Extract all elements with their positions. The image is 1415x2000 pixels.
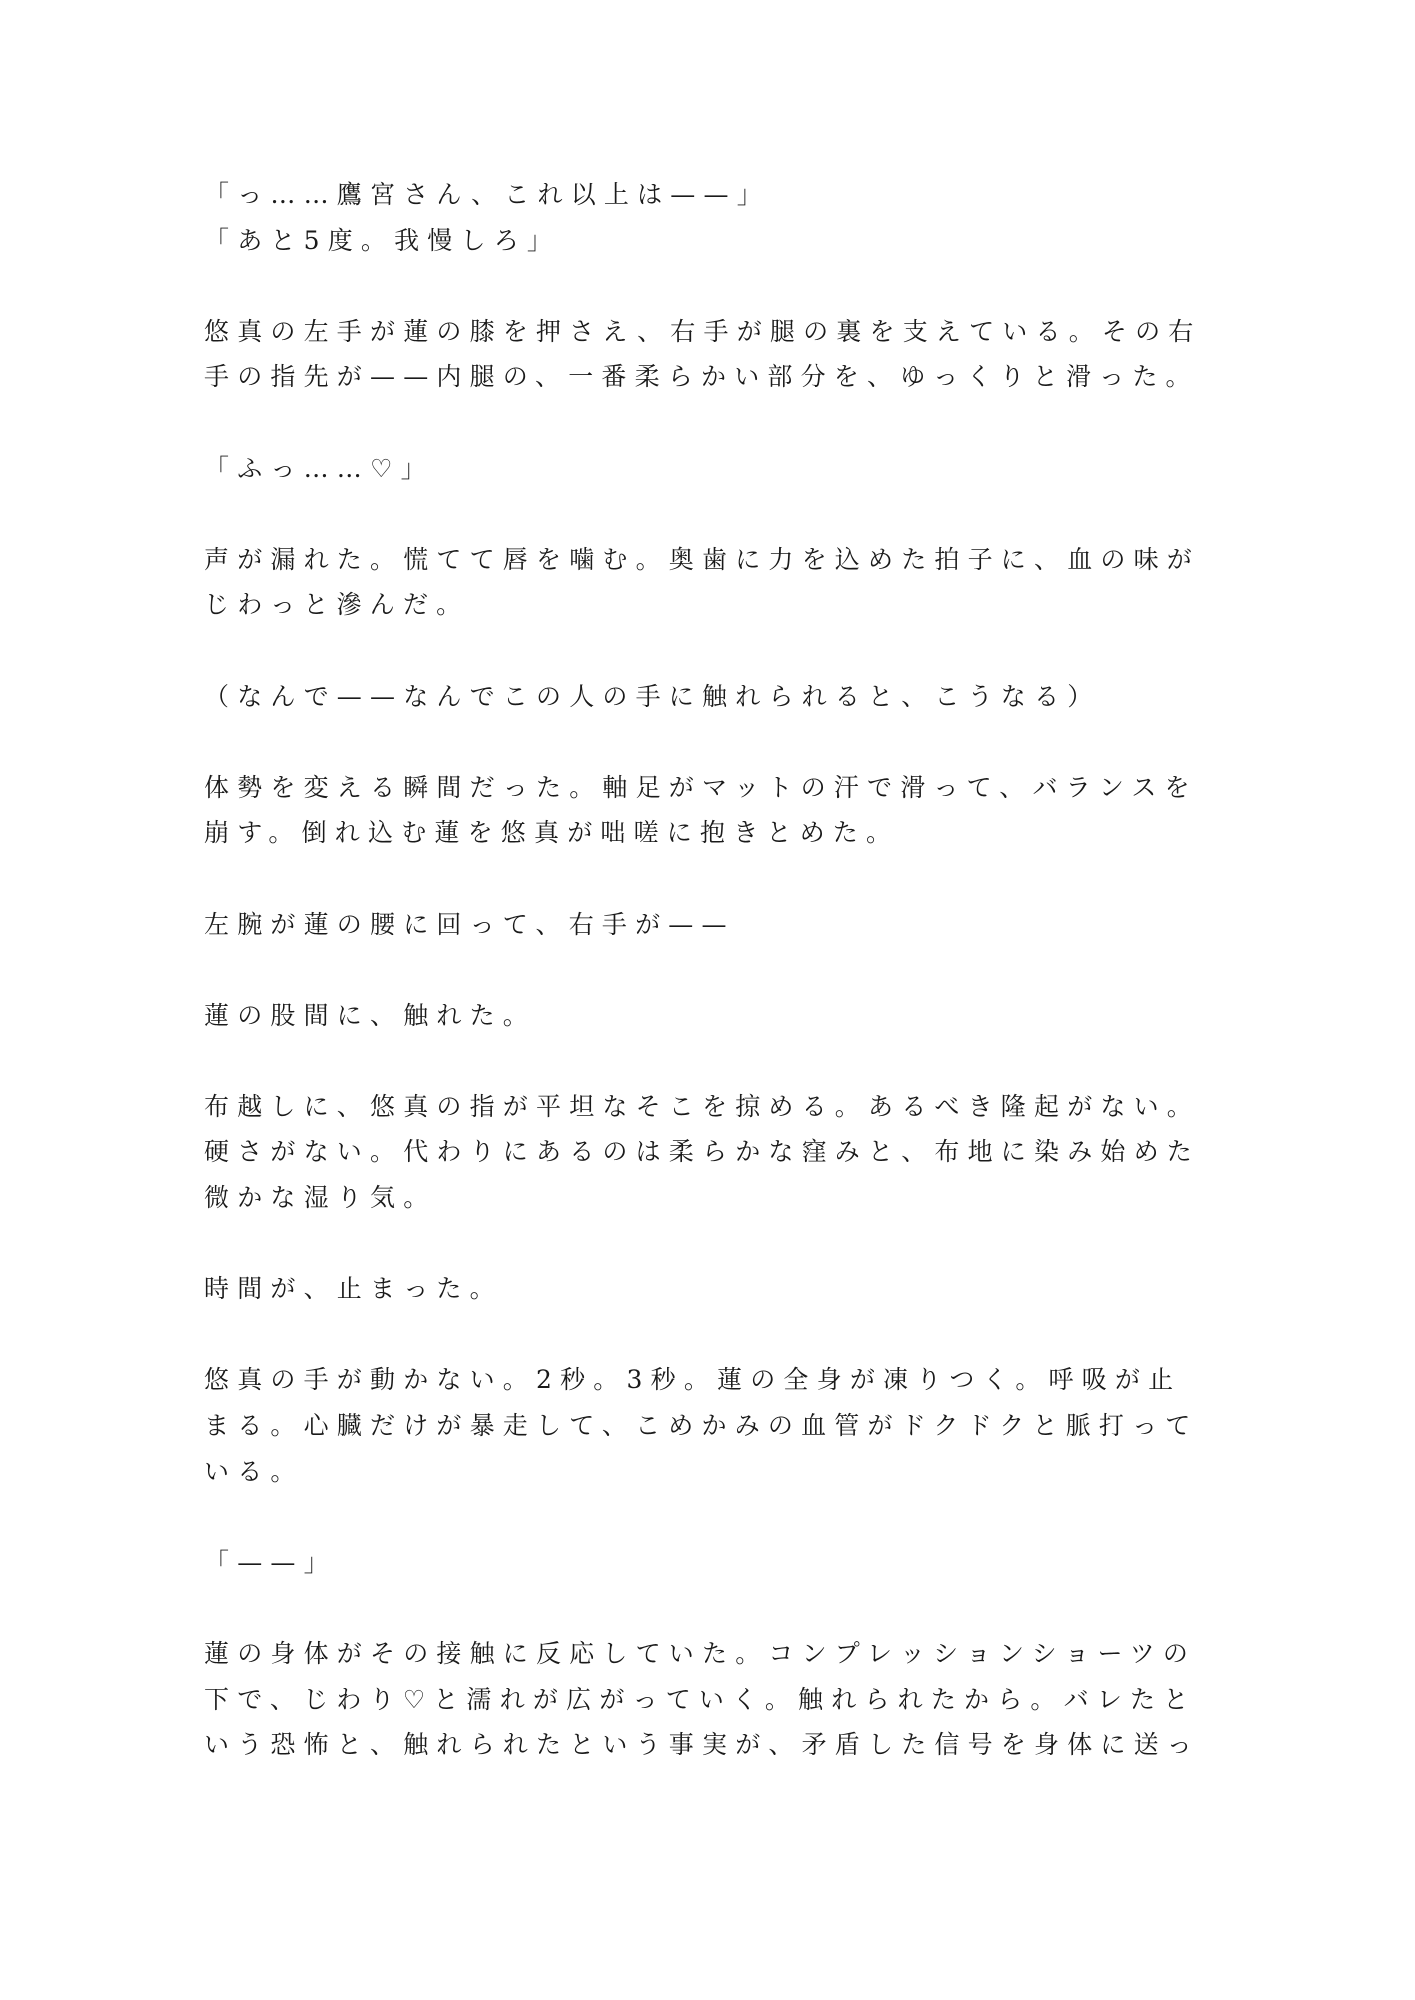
paragraph <box>204 1266 1204 1312</box>
text-line: 声が漏れた。慌てて唇を噛む。奥歯に力を込めた拍子に、血の味が <box>204 544 1201 574</box>
text-line: 布越しに、悠真の指が平坦なそこを掠める。あるべき隆起がない。 <box>204 1091 1201 1121</box>
paragraph <box>204 1631 1204 1768</box>
text-line: 下で、じわり♡と濡れが広がっていく。触れられたから。バレたと <box>204 1684 1197 1714</box>
text-line: 「あと5度。我慢しろ」 <box>204 225 561 255</box>
text-line: 体勢を変える瞬間だった。軸足がマットの汗で滑って、バランスを <box>204 772 1198 802</box>
text-line: 蓮の身体がその接触に反応していた。コンプレッションショーツの <box>204 1639 1197 1668</box>
text-line: 蓮の股間に、触れた。 <box>204 1000 537 1030</box>
text-line: 手の指先が——内腿の、一番柔らかい部分を、ゆっくりと滑った。 <box>204 362 1199 392</box>
text-line: いる。 <box>204 1456 304 1486</box>
text-line: いう恐怖と、触れられたという事実が、矛盾した信号を身体に送っ <box>204 1730 1201 1760</box>
text-line: 時間が、止まった。 <box>204 1274 503 1304</box>
text-line: 崩す。倒れ込む蓮を悠真が咄嗟に抱きとめた。 <box>204 818 900 848</box>
text-line: 硬さがない。代わりにあるのは柔らかな窪みと、布地に染み始めた <box>204 1137 1201 1167</box>
paragraph <box>204 902 1204 948</box>
paragraph <box>204 993 1204 1039</box>
text-line: まる。心臓だけが暴走して、こめかみの血管がドクドクと脈打って <box>204 1411 1199 1441</box>
paragraph <box>204 309 1204 400</box>
paragraph <box>204 172 1204 263</box>
paragraph <box>204 765 1204 856</box>
text-line: 微かな湿り気。 <box>204 1183 437 1213</box>
text-line: 「っ……鷹宮さん、これ以上は——」 <box>204 180 770 209</box>
text-line: （なんで——なんでこの人の手に触れられると、こうなる） <box>204 681 1101 711</box>
document-page <box>204 172 1204 1813</box>
text-line: 左腕が蓮の腰に回って、右手が—— <box>204 909 735 939</box>
paragraph <box>204 1084 1204 1221</box>
text-line: 悠真の手が動かない。2秒。3秒。蓮の全身が凍りつく。呼吸が止 <box>204 1365 1182 1395</box>
text-line: 「ふっ……♡」 <box>204 453 434 483</box>
paragraph <box>204 537 1204 628</box>
text-line: じわっと滲んだ。 <box>204 590 470 620</box>
paragraph <box>204 674 1204 720</box>
paragraph <box>204 1540 1204 1586</box>
text-line: 悠真の左手が蓮の膝を押さえ、右手が腿の裏を支えている。その右 <box>204 316 1202 346</box>
text-line: 「——」 <box>204 1547 337 1577</box>
paragraph <box>204 1357 1204 1494</box>
paragraph <box>204 446 1204 492</box>
